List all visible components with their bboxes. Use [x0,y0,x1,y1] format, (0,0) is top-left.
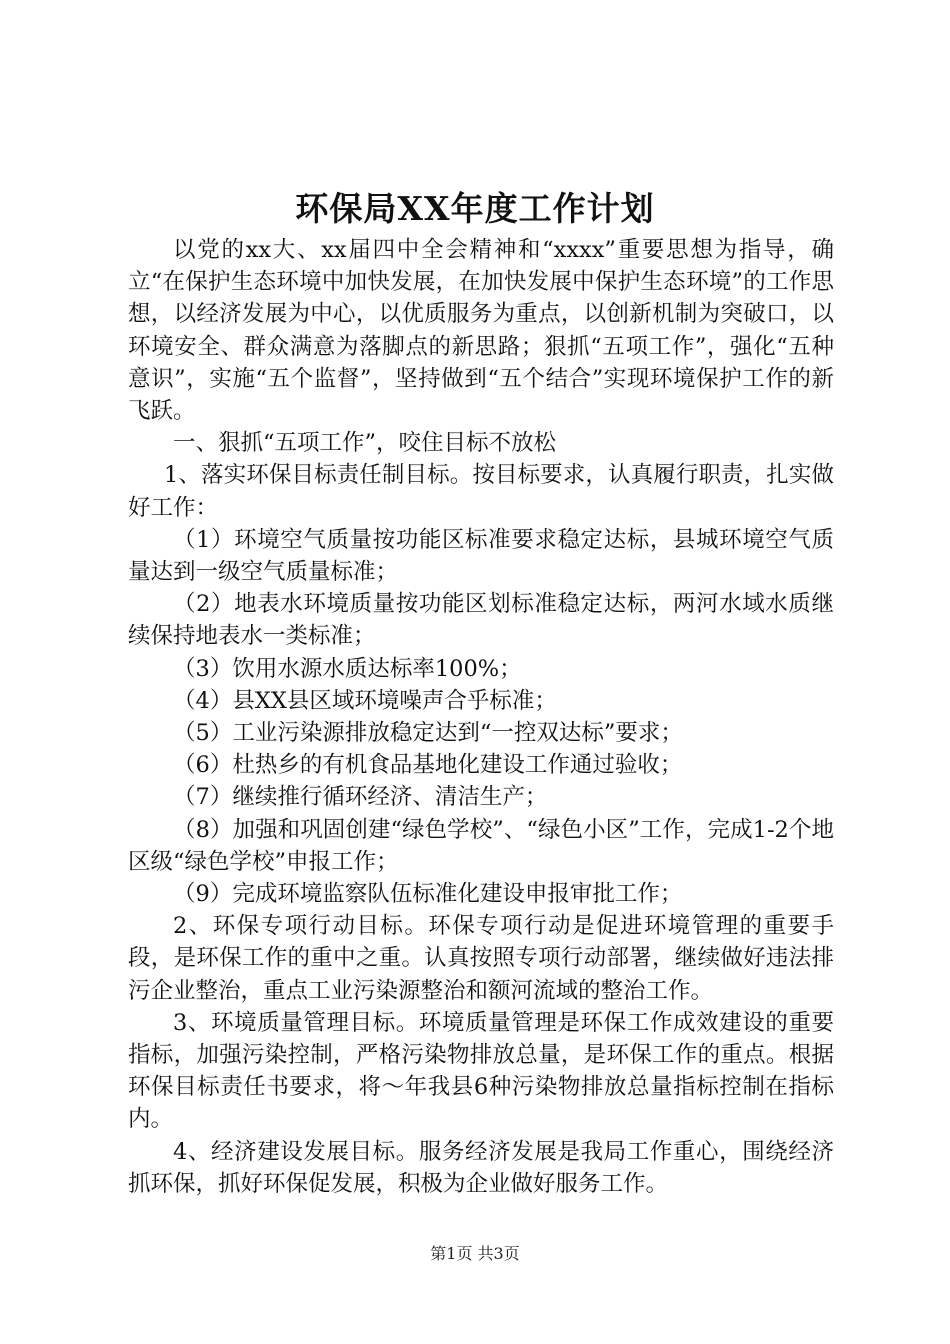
document-title: 环保局XX年度工作计划 [295,189,655,228]
document-body [128,234,834,1200]
item-paragraph-2: 2、环保专项行动目标。环保专项行动是促进环境管理的重要手段，是环保工作的重中之重。认真按照专项行动部署，继续做好违法排污企业整治，重点工业污染源整治和额河流域的整治工作。 [128,913,834,1004]
item-paragraph-1: 1、落实环保目标责任制目标。按目标要求，认真履行职责，扎实做好工作： [128,462,834,521]
sub-item-4: （4）县XX县区域环境噪声合乎标准； [173,687,557,714]
section-heading-1: 一、狠抓“五项工作”，咬住目标不放松 [173,430,557,457]
sub-item-1: （1）环境空气质量按功能区标准要求稳定达标，县城环境空气质量达到一级空气质量标准； [128,526,834,586]
sub-item-9: （9）完成环境监察队伍标准化建设申报审批工作； [173,881,683,908]
item-paragraph-4: 4、经济建设发展目标。服务经济发展是我局工作重心，围绕经济抓环保，抓好环保促发展，积极为企业做好服务工作。 [128,1138,834,1197]
sub-item-3: （3）饮用水源水质达标率100%； [173,655,522,682]
page-number-footer: 第1页 共3页 [430,1244,520,1263]
intro-paragraph: 以党的xx大、xx届四中全会精神和“xxxx”重要思想为指导，确立“在保护生态环境中加快发展，在加快发展中保护生态环境”的工作思想，以经济发展为中心，以优质服务为重点，以创新机制为突破口，以环境安全、群众满意为落脚点的新思路；狠抓“五项工作”，强化“五种意识”，实施“五个监督”，坚持做到“五个结合”实现环境保护工作的新飞跃。 [128,237,834,425]
sub-item-7: （7）继续推行循环经济、清洁生产； [173,784,548,811]
sub-item-8: （8）加强和巩固创建“绿色学校”、“绿色小区”工作，完成1-2个地区级“绿色学校”申报工作； [128,816,834,875]
sub-item-2: （2）地表水环境质量按功能区划标准稳定达标，两河水域水质继续保持地表水一类标准； [128,591,834,650]
sub-item-5: （5）工业污染源排放稳定达到“一控双达标”要求； [173,720,683,747]
item-paragraph-3: 3、环境质量管理目标。环境质量管理是环保工作成效建设的重要指标，加强污染控制，严格污染物排放总量，是环保工作的重点。根据环保目标责任书要求，将～年我县6种污染物排放总量指标控制在指标内。 [128,1009,834,1133]
sub-item-6: （6）杜热乡的有机食品基地化建设工作通过验收； [173,752,683,779]
